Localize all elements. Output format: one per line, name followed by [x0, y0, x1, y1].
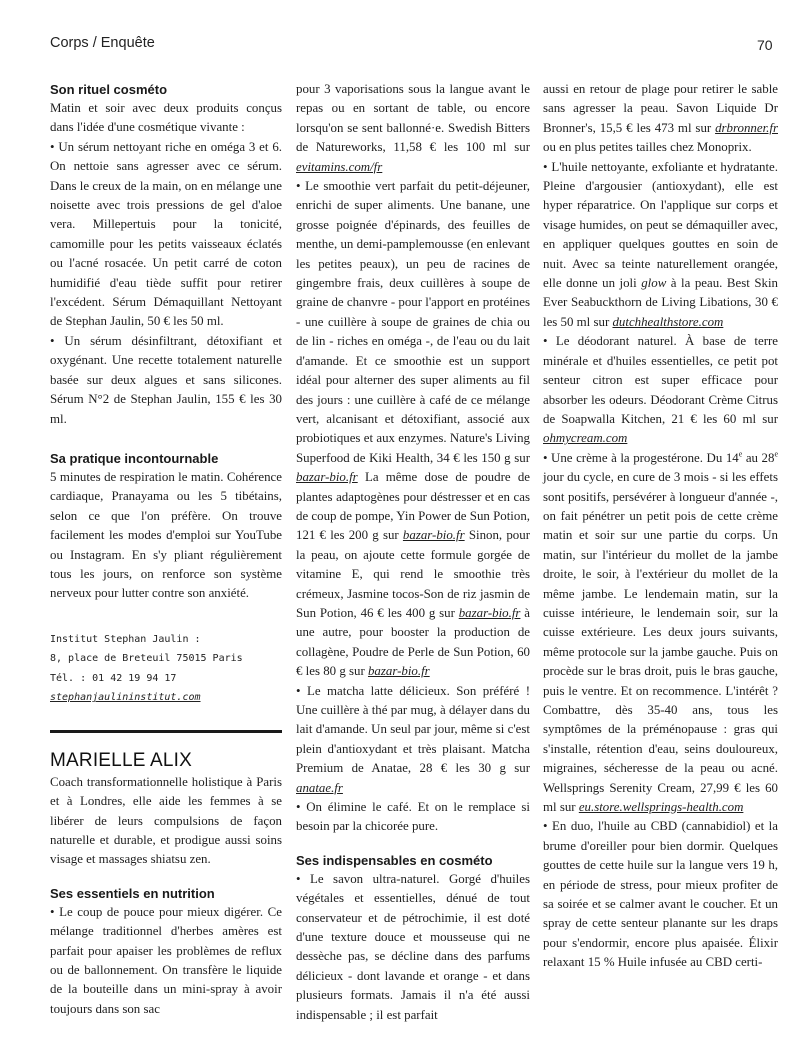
paragraph: • Le matcha latte délicieux. Son préféré ! Une cuillère à thé par mug, à délayer dans du lait d'amande. Un seul par jour, même si c'est plein d'antioxydant et très plaisant. Matcha Premium de Anatae, 28 € les 30 g sur anatae.fr — [296, 683, 530, 795]
address-line: 8, place de Breteuil 75015 Paris — [50, 653, 243, 665]
paragraph: 5 minutes de respiration le matin. Cohérence cardiaque, Pranayama ou les 5 tibétains, selon ce que l'on préfère. On trouve facilement les modes d'emploi sur YouTube ou Instagram. En s'y pliant régulièrement tous les jours, on renforce son système nerveux pour lutter contre son anxiété. — [50, 469, 282, 601]
link-bazar-bio[interactable]: bazar-bio.fr — [296, 470, 358, 485]
paragraph: • Un sérum désinfiltrant, détoxifiant et oxygénant. Une recette totalement naturelle basée sur deux algues et sans silicones. Sérum N°2 de Stephan Jaulin, 155 € les 30 ml. — [50, 333, 282, 426]
subhead-indispensables: Ses indispensables en cosméto — [296, 852, 493, 868]
link-bazar-bio[interactable]: bazar-bio.fr — [458, 605, 521, 620]
paragraph: • Une crème à la progestérone. Du 14e au 28e jour du cycle, en cure de 3 mois - si les effets sont positifs, persévérer à longueur d'année -, on fait pénétrer un petit pois de cette crème matin et soir sur une partie du corps. Un matin, sur l'intérieur du mollet de la jambe droite, le soir, à l'extérieur du mollet de la même jambe. Le lendemain matin, sur la cuisse intérieure, le lendemain soir, sur la cuisse extérieure. Les deux jours suivants, même protocole sur la jambe gauche. Puis on procède sur le bras droit, puis le bras gauche, puis le ventre. Et on recommence. L'intérêt ? Combattre, dès 35-40 ans, tous les symptômes de la préménopause : gras qui s'installe, rétention d'eau, seins douloureux, migraines, sécheresse de la peau ou acné. Wellsprings Serenity Cream, 27,99 € les 60 ml sur eu.store.wellsprings-health.com — [543, 449, 778, 815]
address-website-link[interactable]: stephanjaulininstitut.com — [50, 692, 201, 704]
paragraph: • Un sérum nettoyant riche en oméga 3 et 6. On nettoie sans agresser avec ce sérum. Dans le creux de la main, on en mélange une noisette avec trois pressions de gel d'aloe vera. Millepertuis pour la tonicité, camomille pour les petits vaisseaux éclatés ou l'acné rosacée. Un petit carré de coton humidifié d'eau tiède suffit pour retirer l'excédent. Sérum Démaquillant Nettoyant de Stephan Jaulin, 50 € les 50 ml. — [50, 139, 282, 329]
bio-paragraph: Coach transformationnelle holistique à Paris et à Londres, elle aide les femmes à se libérer de leurs compulsions de façon naturelle et durable, et prodigue aussi soins visage et massages shiatsu zen. — [50, 774, 282, 867]
paragraph: • Le déodorant naturel. À base de terre minérale et d'huiles essentielles, ce petit pot senteur citron est super efficace pour absorber les odeurs. Déodorant Crème Citrus de Soapwalla Kitchen, 21 € les 60 ml sur ohmycream.com — [543, 334, 778, 446]
link-bazar-bio[interactable]: bazar-bio.fr — [367, 664, 430, 679]
paragraph: • Le coup de pouce pour mieux digérer. Ce mélange traditionnel d'herbes amères est parfait pour apaiser les problèmes de reflux ou de ballonnement. On transfère le liquide de la bouteille dans un mini-spray à avoir toujours dans son sac — [50, 904, 282, 1016]
link-ohmycream[interactable]: ohmycream.com — [543, 431, 628, 446]
page-number: 70 — [757, 37, 773, 53]
subhead-pratique: Sa pratique incontournable — [50, 450, 219, 466]
subhead-rituel-cosmeto: Son rituel cosméto — [50, 82, 168, 97]
address-line: Institut Stephan Jaulin : — [50, 633, 201, 645]
paragraph: aussi en retour de plage pour retirer le sable sans agresser la peau. Savon Liquide Dr Bronner's, 15,5 € les 473 ml sur drbronner.fr ou en plus petites tailles chez Monoprix. — [543, 82, 778, 155]
link-drbronner[interactable]: drbronner.fr — [715, 120, 778, 135]
paragraph: Matin et soir avec deux produits conçus dans l'idée d'une cosmétique vivante : — [50, 101, 282, 135]
subhead-nutrition: Ses essentiels en nutrition — [50, 885, 215, 901]
column-1 — [50, 80, 282, 1019]
address-phone: Tél. : 01 42 19 94 17 — [50, 672, 177, 684]
person-name: MARIELLE ALIX — [50, 749, 193, 771]
institute-address — [50, 630, 282, 708]
link-evitamins[interactable]: evitamins.com/fr — [296, 159, 383, 174]
paragraph: • Le savon ultra-naturel. Gorgé d'huiles végétales et essentielles, dénué de tout conservateur et de pétrochimie, il est doté d'une texture douce et mousseuse qui ne dessèche pas, se décline dans des parfums délicieux - dont lavande et orange - et dans plusieurs formats. Jamais il n'a été aussi indispensable ; il est parfait — [296, 871, 530, 1022]
link-anatae[interactable]: anatae.fr — [296, 780, 343, 795]
link-dutchhealthstore[interactable]: dutchhealthstore.com — [612, 314, 724, 329]
paragraph: • Le smoothie vert parfait du petit-déjeuner, enrichi de super aliments. Une banane, une grosse poignée d'épinards, des feuilles de menthe, un demi-pamplemousse (en enlevant les petites peaux), un peu de racines de gingembre frais, deux cuillères à soupe de graine de chanvre - pour l'apport en protéines - une cuillère à soupe de graines de chia ou de lin - riches en oméga -, de l'eau ou du lait d'amande. Et ce smoothie est un support idéal pour alterner des super aliments au fil des jours : une cuillère à café de ce mélange vert, alcanisant et détoxifiant, associé aux probiotiques et aux enzymes. Nature's Living Superfood de Kiki Health, 34 € les 150 g sur bazar-bio.fr La même dose de poudre de plantes adaptogènes pour déstresser et en cas de coup de pompe, Yin Power de Sun Potion, 121 € les 200 g sur bazar-bio.fr Sinon, pour la peau, on ajoute cette formule gorgée de vitamine E, qui rend le smoothie très crémeux, Jasmine tocos-Son de riz jasmin de Sun Potion, 46 € les 400 g sur bazar-bio.fr à une autre, pour booster la production de collagène, Poudre de Perle de Sun Potion, 60 € les 80 g sur bazar-bio.fr — [296, 179, 530, 679]
paragraph: • L'huile nettoyante, exfoliante et hydratante. Pleine d'argousier (antioxydant), elle est hyper réparatrice. On l'applique sur corps et visage humides, on peut se démaquiller avec, en appliquer quelques gouttes en soin de nuit. Avec sa teinte naturellement orangée, elle donne un joli glow à la peau. Best Skin Ever Seabuckthorn de Living Libations, 30 € les 50 ml sur dutchhealthstore.com — [543, 159, 778, 329]
link-wellsprings[interactable]: eu.store.wellsprings-health.com — [578, 800, 744, 815]
paragraph: • En duo, l'huile au CBD (cannabidiol) et la brume d'oreiller pour bien dormir. Quelques gouttes de cette huile sur la langue vers 19 h, en période de stress, pour mieux profiter de sa soirée et se calmer avant le coucher. Et un spray de cette senteur planante sur les draps pour s'endormir, encore plus apaisée. Élixir relaxant 15 % Huile infusée au CBD certi- — [543, 819, 778, 970]
paragraph: • On élimine le café. Et on le remplace si besoin par la chicorée pure. — [296, 800, 530, 834]
section-label: Corps / Enquête — [50, 35, 155, 51]
column-2 — [296, 80, 530, 1025]
paragraph: pour 3 vaporisations sous la langue avant le repas ou en sortant de table, ou encore lorsqu'on se sent ballonné·e. Swedish Bitters de Natureworks, 11,58 € les 100 ml sur evitamins.com/fr — [296, 82, 530, 174]
column-3 — [543, 80, 778, 973]
link-bazar-bio[interactable]: bazar-bio.fr — [402, 528, 465, 543]
